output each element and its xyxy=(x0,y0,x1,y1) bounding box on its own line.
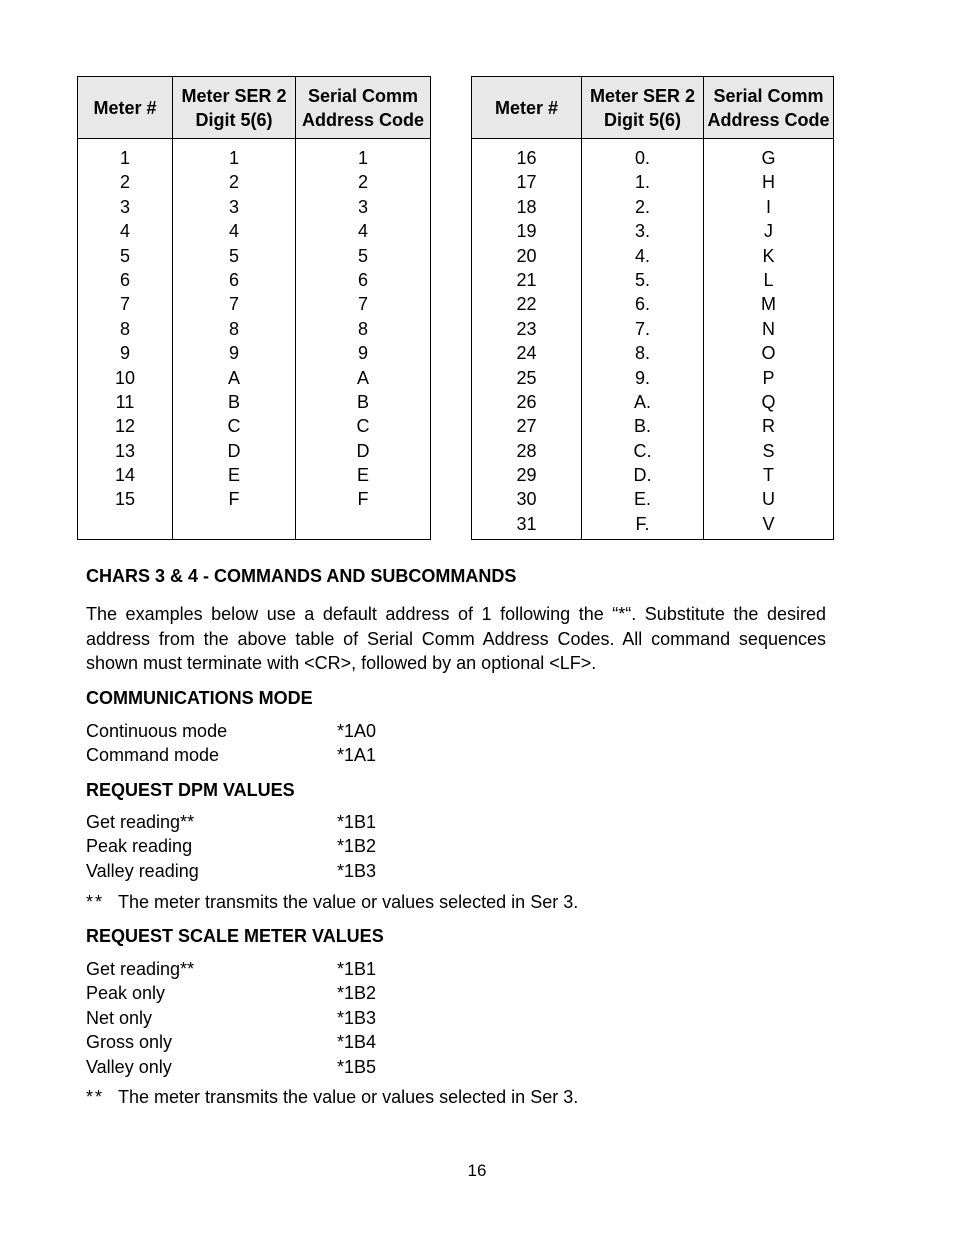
column-address-code xyxy=(296,139,430,539)
table-cell: E xyxy=(356,465,369,486)
table-cell: P xyxy=(762,367,775,388)
column-meter-number xyxy=(78,139,173,539)
heading-commands-subcommands: CHARS 3 & 4 - COMMANDS AND SUBCOMMANDS xyxy=(86,566,517,586)
column-meter-number xyxy=(472,139,582,539)
table-cell: 8 xyxy=(357,318,368,339)
table-cell: A. xyxy=(633,391,651,412)
command-code: *1B2 xyxy=(337,983,377,1004)
table-cell: 2. xyxy=(634,196,650,217)
table-cell: 27 xyxy=(516,416,537,437)
table-cell: 3 xyxy=(228,196,239,217)
header-ser2-digit: Meter SER 2 Digit 5(6) xyxy=(173,77,296,138)
table-cell: V xyxy=(762,513,775,534)
table-cell: D xyxy=(356,440,370,461)
address-table-left xyxy=(77,76,431,540)
command-label: Valley only xyxy=(86,1056,172,1077)
table-cell: 9 xyxy=(357,343,368,364)
table-cell: 16 xyxy=(516,148,537,168)
command-code: *1A0 xyxy=(337,721,377,741)
command-list-dpm xyxy=(86,810,486,883)
table-cell: 25 xyxy=(516,367,537,388)
table-cell: J xyxy=(764,221,773,242)
footnote-scale xyxy=(86,1085,578,1109)
table-cell: 5 xyxy=(228,245,239,266)
table-cell: F xyxy=(357,489,369,510)
table-cell: 23 xyxy=(516,318,537,339)
table-cell: 29 xyxy=(516,465,537,486)
command-code: *1B3 xyxy=(337,1007,377,1028)
table-cell: E. xyxy=(633,489,651,510)
paragraph-address-instructions: The examples below use a default address of 1 following the “*“. Substitute the desired address from the above table of Serial Comm Address Codes. All command sequences shown must terminate with <CR>, followed by an optional <LF>. xyxy=(86,604,826,673)
table-cell: 9. xyxy=(634,367,650,388)
footnote-text: The meter transmits the value or values selected in Ser 3. xyxy=(118,892,579,912)
table-cell: 1 xyxy=(119,148,130,168)
command-label: Net only xyxy=(86,1007,153,1028)
header-address-code: Serial Comm Address Code xyxy=(707,85,830,130)
table-cell: 26 xyxy=(516,391,537,412)
footnote-mark: ** xyxy=(86,892,105,912)
table-cell: 6 xyxy=(228,269,239,290)
command-row xyxy=(86,810,486,834)
table-cell: E xyxy=(227,465,240,486)
command-list-communications xyxy=(86,719,486,768)
table-cell: 1. xyxy=(634,172,650,193)
table-cell: Q xyxy=(761,391,776,412)
table-cell: 30 xyxy=(516,489,537,510)
footnote-dpm xyxy=(86,890,578,914)
command-label: Command mode xyxy=(86,745,220,766)
command-code: *1B2 xyxy=(337,836,377,857)
table-cell: D xyxy=(227,440,241,461)
command-row xyxy=(86,1006,486,1030)
table-cell: S xyxy=(762,440,775,461)
table-cell: 2 xyxy=(119,172,130,193)
table-cell: C. xyxy=(633,440,652,461)
command-code: *1B1 xyxy=(337,812,377,832)
table-cell: A xyxy=(356,367,369,388)
table-header xyxy=(78,77,430,139)
table-cell: L xyxy=(763,269,774,290)
command-label: Gross only xyxy=(86,1032,173,1053)
header-address-code: Serial Comm Address Code xyxy=(301,85,425,130)
column-ser2-digit xyxy=(582,139,704,539)
command-label: Get reading** xyxy=(86,812,195,832)
column-address-code xyxy=(704,139,833,539)
command-label: Valley reading xyxy=(86,860,199,881)
table-cell: 8 xyxy=(228,318,239,339)
table-cell: O xyxy=(761,343,776,364)
table-cell: 4. xyxy=(634,245,650,266)
table-cell: 8. xyxy=(634,343,650,364)
table-cell: 18 xyxy=(516,196,537,217)
table-cell: A xyxy=(227,367,240,388)
table-cell: 12 xyxy=(114,416,136,437)
heading-request-dpm-values: REQUEST DPM VALUES xyxy=(86,780,295,800)
command-list-scale xyxy=(86,957,486,1079)
address-table-right xyxy=(471,76,834,540)
table-cell: D. xyxy=(633,465,652,486)
command-label: Continuous mode xyxy=(86,721,228,741)
table-cell: 7 xyxy=(119,294,130,315)
table-cell: R xyxy=(762,416,775,437)
header-ser2-digit: Meter SER 2 Digit 5(6) xyxy=(582,77,704,138)
command-row xyxy=(86,719,486,743)
table-cell: 4 xyxy=(119,221,130,242)
table-cell: N xyxy=(762,318,775,339)
table-cell: 9 xyxy=(228,343,239,364)
table-cell: 3. xyxy=(634,221,650,242)
table-cell: F xyxy=(228,489,240,510)
command-row xyxy=(86,743,486,767)
table-cell: 5 xyxy=(357,245,368,266)
command-label: Peak reading xyxy=(86,836,193,857)
page-number: 16 xyxy=(467,1161,487,1180)
table-cell: 6 xyxy=(357,269,368,290)
footnote-mark: ** xyxy=(86,1087,105,1107)
table-cell: 7. xyxy=(634,318,650,339)
command-row xyxy=(86,859,486,883)
command-label: Get reading** xyxy=(86,959,195,979)
table-cell: 4 xyxy=(357,221,368,242)
command-code: *1B5 xyxy=(337,1056,377,1077)
table-cell: 2 xyxy=(228,172,239,193)
command-code: *1B3 xyxy=(337,860,377,881)
table-cell: B. xyxy=(633,416,651,437)
heading-communications-mode: COMMUNICATIONS MODE xyxy=(86,688,313,708)
table-cell: 15 xyxy=(114,489,136,510)
table-cell: K xyxy=(762,245,775,266)
table-cell: C xyxy=(227,416,241,437)
table-cell: 5. xyxy=(634,269,650,290)
table-cell: B xyxy=(356,391,369,412)
table-cell: 7 xyxy=(228,294,239,315)
table-cell: 4 xyxy=(228,221,239,242)
header-meter-number: Meter # xyxy=(472,77,582,138)
table-cell: 21 xyxy=(516,269,537,290)
table-cell: 31 xyxy=(516,513,537,534)
table-cell: 1 xyxy=(228,148,239,168)
command-row xyxy=(86,834,486,858)
table-cell: 10 xyxy=(114,367,136,388)
table-cell: H xyxy=(762,172,775,193)
table-cell: 1 xyxy=(357,148,368,168)
table-cell: 24 xyxy=(516,343,537,364)
table-cell: U xyxy=(762,489,775,510)
table-cell: C xyxy=(356,416,370,437)
table-cell: 9 xyxy=(119,343,130,364)
command-code: *1B1 xyxy=(337,959,377,979)
table-cell: 6. xyxy=(634,294,650,315)
command-code: *1B4 xyxy=(337,1032,377,1053)
table-cell: I xyxy=(765,196,771,217)
table-cell: 14 xyxy=(114,465,136,486)
table-cell: 3 xyxy=(119,196,130,217)
footnote-text: The meter transmits the value or values selected in Ser 3. xyxy=(118,1087,579,1107)
table-cell: G xyxy=(761,148,776,168)
table-header xyxy=(472,77,833,139)
table-cell: 19 xyxy=(516,221,537,242)
table-cell: 28 xyxy=(516,440,537,461)
command-row xyxy=(86,981,486,1005)
header-meter-number: Meter # xyxy=(78,77,173,138)
heading-request-scale-meter-values: REQUEST SCALE METER VALUES xyxy=(86,926,384,946)
command-row xyxy=(86,957,486,981)
command-row xyxy=(86,1055,486,1079)
command-row xyxy=(86,1030,486,1054)
table-cell: F. xyxy=(635,513,650,534)
table-cell: M xyxy=(761,294,776,315)
table-cell: 22 xyxy=(516,294,537,315)
command-label: Peak only xyxy=(86,983,166,1004)
table-cell: 6 xyxy=(119,269,130,290)
table-cell: 2 xyxy=(357,172,368,193)
table-cell: 8 xyxy=(119,318,130,339)
table-cell: 5 xyxy=(119,245,130,266)
command-code: *1A1 xyxy=(337,745,377,766)
column-ser2-digit xyxy=(173,139,296,539)
table-cell: 17 xyxy=(516,172,537,193)
table-cell: 11 xyxy=(115,391,135,412)
table-cell: 7 xyxy=(357,294,368,315)
table-cell: 0. xyxy=(634,148,650,168)
table-cell: 3 xyxy=(357,196,368,217)
table-cell: B xyxy=(227,391,240,412)
table-cell: 20 xyxy=(516,245,537,266)
table-cell: T xyxy=(763,465,774,486)
table-cell: 13 xyxy=(114,440,136,461)
